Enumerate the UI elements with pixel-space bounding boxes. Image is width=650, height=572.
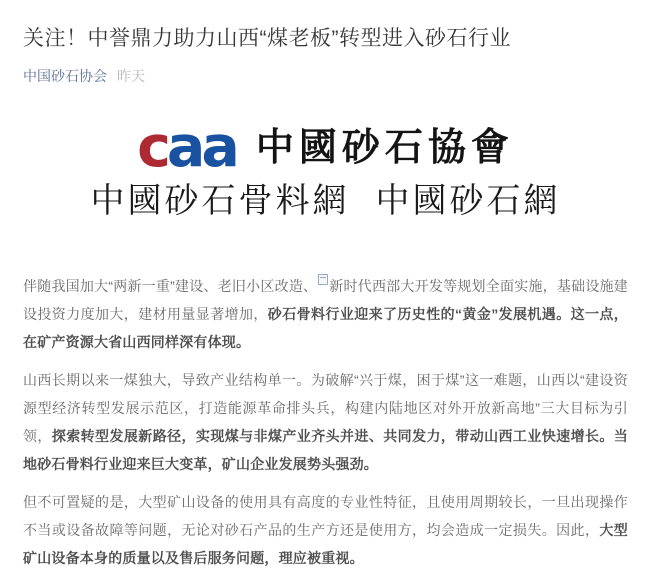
caa-letter-a1: a: [166, 114, 202, 180]
caa-logo-icon: [137, 114, 236, 180]
paragraph-3-text: 但不可置疑的是，大型矿山设备的使用具有高度的专业性特征，且使用周期较长，一旦出现操作不当或设备故障等问题，无论对砂石产品的生产方还是使用方，均会造成一定损失。因此，: [23, 494, 628, 538]
article-body: [23, 272, 628, 572]
popup-note-icon[interactable]: [318, 274, 328, 285]
paragraph-2-text: 山西长期以来一煤独大，导致产业结构单一。为破解“兴于煤，困于煤”这一难题，山西以“建设资源型经济转型发展示范区，打造能源革命排头兵，构建内陆地区对外开放新高地”三大目标为引领，: [23, 372, 628, 444]
publish-date: 昨天: [117, 68, 145, 84]
logo-row-bottom: [91, 179, 561, 223]
paragraph-3-bold: 大型矿山设备本身的质量以及售后服务问题，理应被重视。: [23, 522, 629, 566]
caa-letter-a2: a: [201, 114, 236, 180]
logo-seal-aggregates-net: 中國砂石骨料網: [90, 181, 350, 221]
association-logo-image[interactable]: [66, 108, 586, 236]
paragraph-3: [23, 488, 628, 572]
account-name-link[interactable]: 中国砂石协会: [23, 68, 107, 84]
logo-calligraphy-association: 中國砂石協會: [255, 124, 514, 169]
paragraph-2-bold: 探索转型发展新路径，实现煤与非煤产业齐头并进、共同发力，带动山西工业快速增长。当地砂石骨料行业迎来巨大变革，矿山企业发展势头强劲。: [23, 428, 629, 472]
caa-letter-c: c: [137, 114, 167, 180]
paragraph-1-bold: 砂石骨料行业迎来了历史性的“黄金”发展机遇。这一点，在矿产资源大省山西同样深有体现。: [23, 306, 628, 350]
paragraph-2: [23, 366, 628, 478]
paragraph-1-text-b: 新时代西部大开发等规划全面实施，基础设施建设投资力度加大，建材用量显著增加，: [23, 278, 628, 322]
page-title: 关注！中誉鼎力助力山西“煤老板”转型进入砂石行业: [23, 27, 511, 50]
logo-seal-sandstone-net: 中國砂石網: [375, 181, 561, 221]
byline: [23, 66, 628, 86]
paragraph-1-text-a: 伴随我国加大“两新一重”建设、老旧小区改造、: [23, 278, 318, 294]
paragraph-1: [23, 272, 628, 356]
logo-row-top: [137, 114, 514, 180]
